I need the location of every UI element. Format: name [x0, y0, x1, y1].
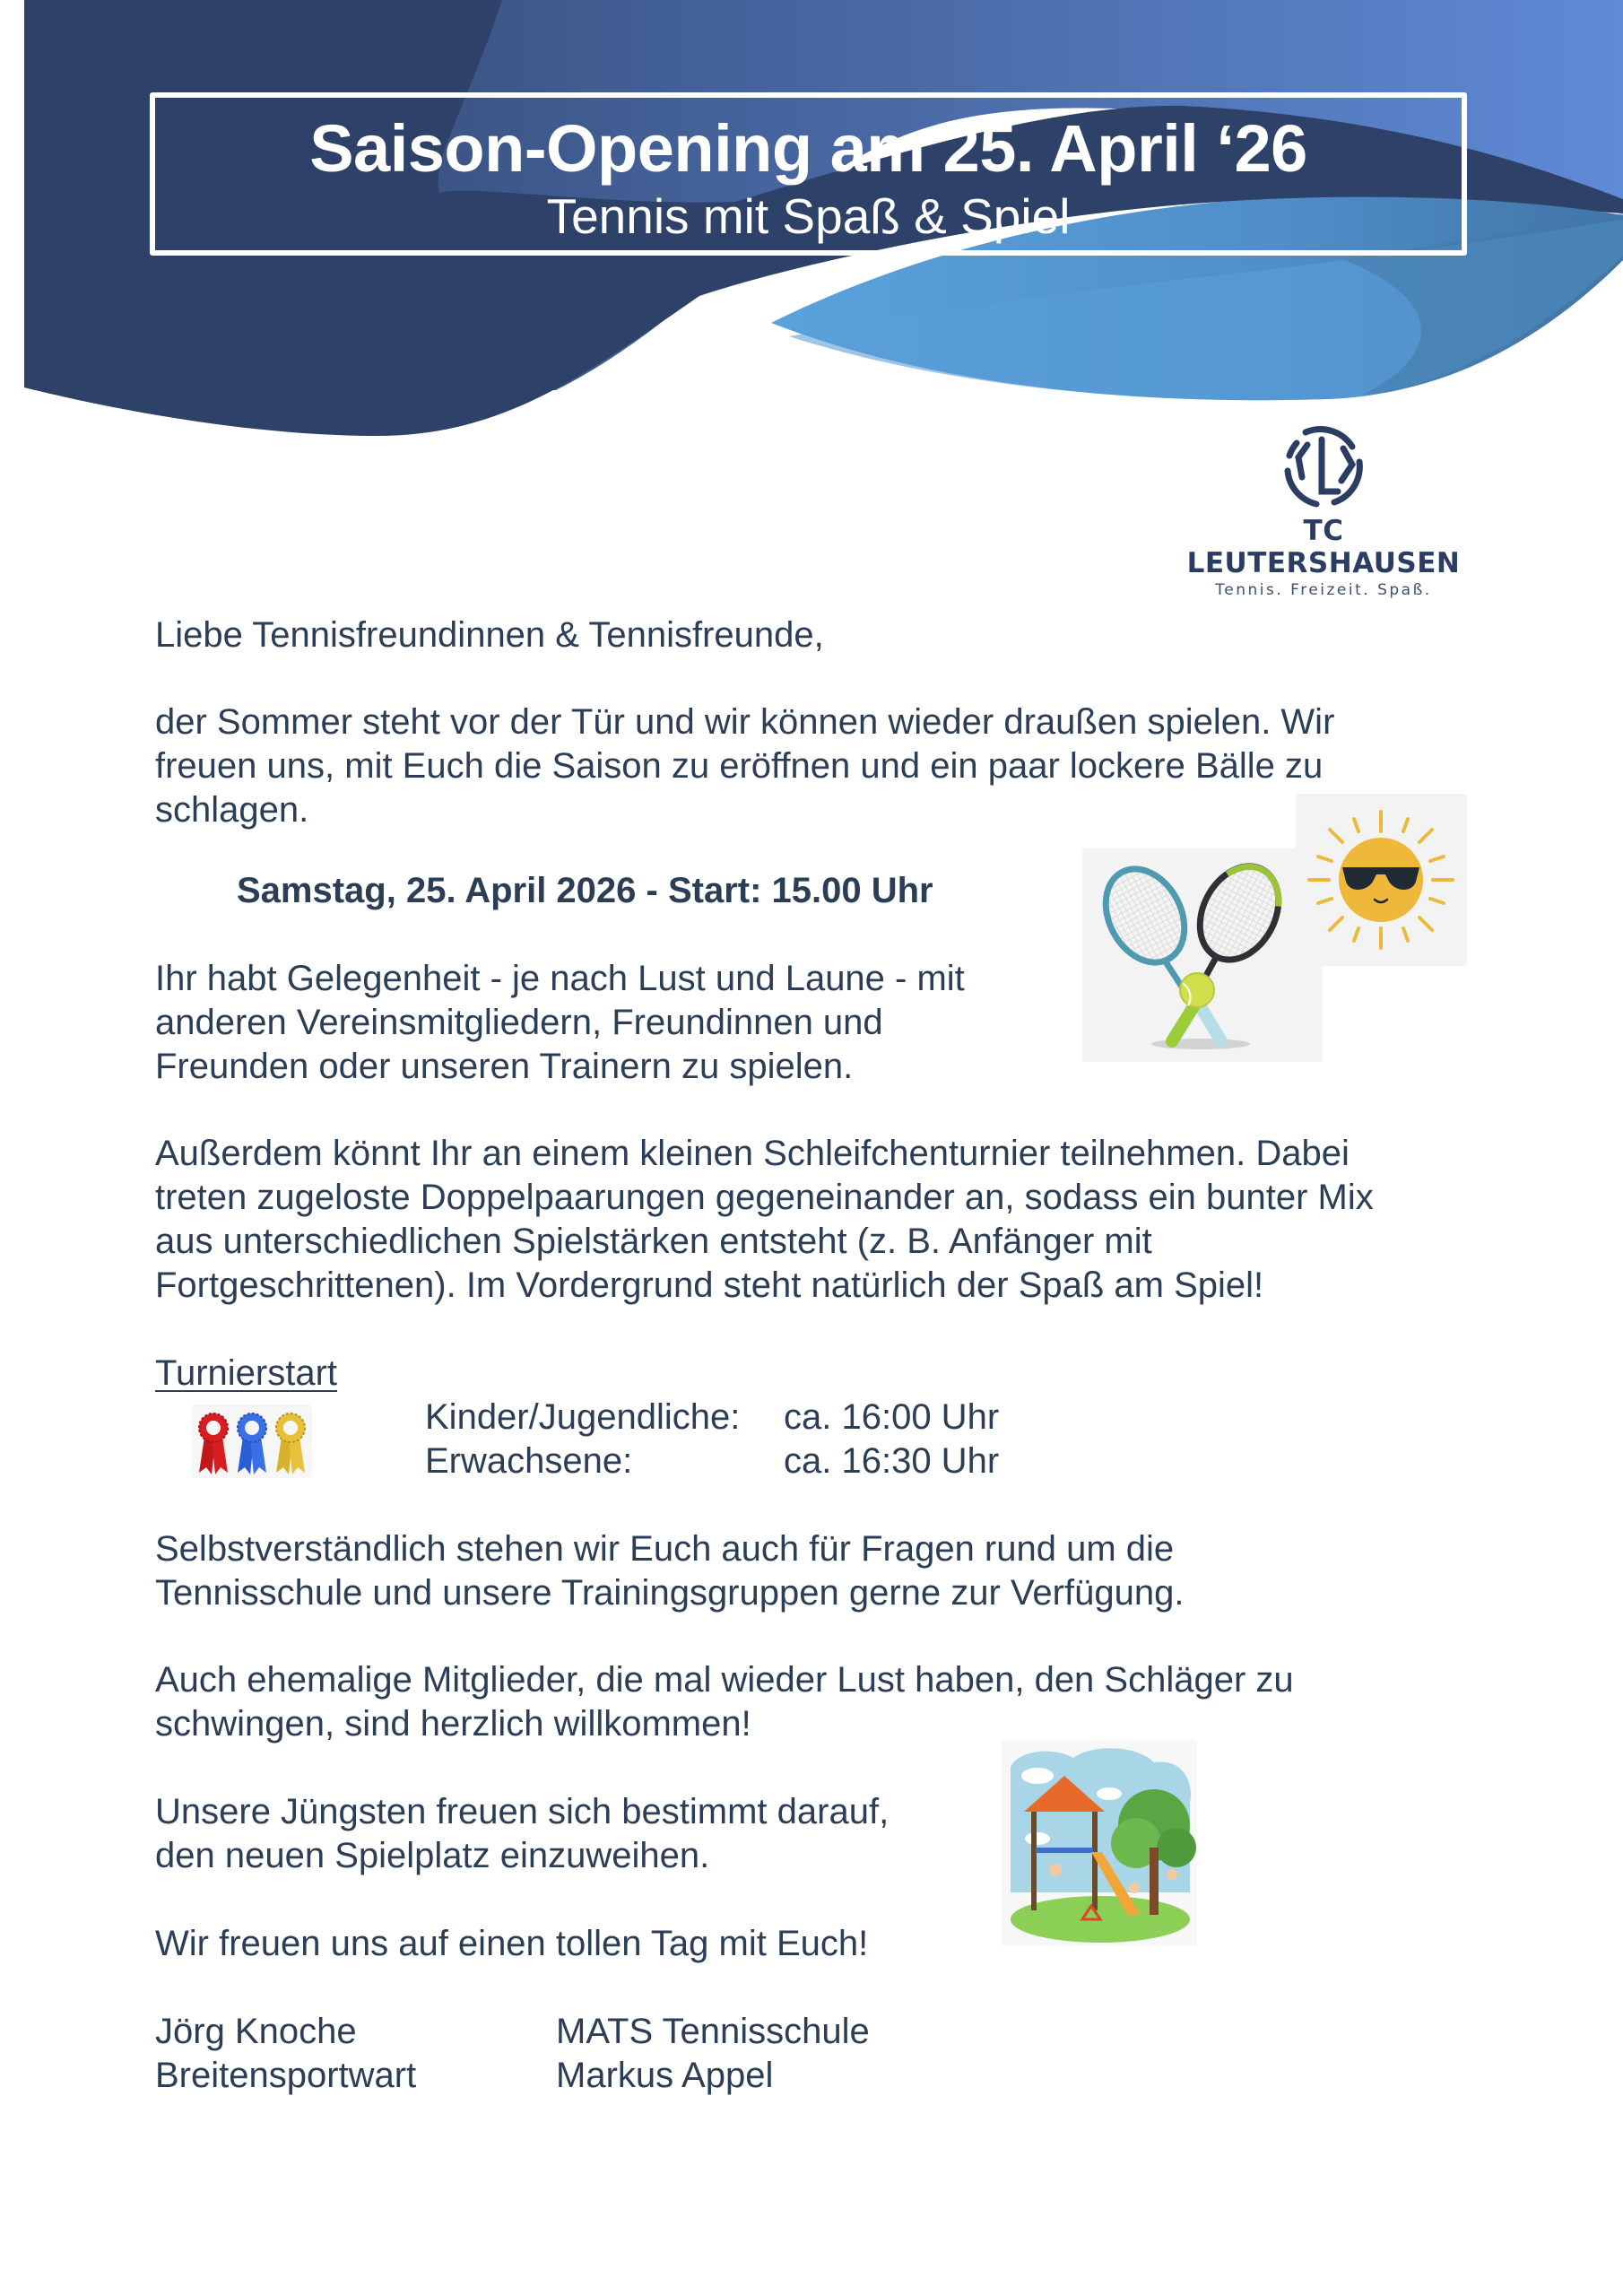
club-tagline: Tennis. Freizeit. Spaß. — [1215, 581, 1432, 599]
greeting: Liebe Tennisfreundinnen & Tennisfreunde, — [155, 615, 824, 655]
school-line: Tennisschule und unsere Trainingsgruppen gerne zur Verfügung. — [155, 1573, 1185, 1613]
tournament-line: Fortgeschrittenen). Im Vordergrund steht natürlich der Spaß am Spiel! — [155, 1265, 1264, 1305]
club-logo — [1162, 422, 1485, 599]
schedule-label-adults: Erwachsene: — [425, 1441, 633, 1481]
page-subtitle: Tennis mit Spaß & Spiel — [546, 188, 1071, 244]
sun-with-sunglasses-icon — [1296, 794, 1467, 966]
tournament-line: aus unterschiedlichen Spielstärken entsteht (z. B. Anfänger mit — [155, 1222, 1152, 1261]
former-members-line: Auch ehemalige Mitglieder, die mal wieder Lust haben, den Schläger zu — [155, 1660, 1294, 1700]
tournament-line: Außerdem könnt Ihr an einem kleinen Schleifchenturnier teilnehmen. Dabei — [155, 1134, 1350, 1173]
signature-name: MATS Tennisschule — [556, 2012, 870, 2051]
school-line: Selbstverständlich stehen wir Euch auch für Fragen rund um die — [155, 1529, 1175, 1569]
playground-illustration-icon — [1002, 1740, 1197, 1946]
title-box — [150, 92, 1467, 256]
schedule-heading: Turnierstart — [155, 1353, 338, 1393]
playground-line: den neuen Spielplatz einzuweihen. — [155, 1836, 710, 1875]
play-line: Freunden oder unseren Trainern zu spielen. — [155, 1047, 854, 1086]
signature-name: Jörg Knoche — [155, 2012, 357, 2051]
schedule-label-kids: Kinder/Jugendliche: — [425, 1397, 741, 1437]
schedule-time-kids: ca. 16:00 Uhr — [784, 1397, 1000, 1437]
intro-line: schlagen. — [155, 790, 309, 830]
intro-line: der Sommer steht vor der Tür und wir können wieder draußen spielen. Wir — [155, 702, 1335, 742]
intro-line: freuen uns, mit Euch die Saison zu eröffnen und ein paar lockere Bälle zu — [155, 746, 1324, 786]
tc-monogram-icon — [1279, 422, 1368, 511]
play-line: Ihr habt Gelegenheit - je nach Lust und Laune - mit — [155, 959, 965, 998]
play-line: anderen Vereinsmitgliedern, Freundinnen und — [155, 1003, 883, 1042]
former-members-line: schwingen, sind herzlich willkommen! — [155, 1704, 751, 1744]
playground-image — [1002, 1740, 1197, 1946]
medals-image — [192, 1405, 312, 1478]
tennis-image — [1082, 848, 1323, 1062]
page-title: Saison-Opening am 25. April ‘26 — [309, 111, 1307, 186]
tournament-line: treten zugeloste Doppelpaarungen gegeneinander an, sodass ein bunter Mix — [155, 1178, 1374, 1217]
tennis-rackets-icon — [1082, 848, 1323, 1062]
playground-line: Unsere Jüngsten freuen sich bestimmt darauf, — [155, 1792, 890, 1831]
schedule-time-adults: ca. 16:30 Uhr — [784, 1441, 1000, 1481]
signature-role: Breitensportwart — [155, 2056, 417, 2095]
club-name: TC LEUTERSHAUSEN — [1186, 515, 1461, 579]
rosette-ribbons-icon — [192, 1405, 312, 1478]
closing-line: Wir freuen uns auf einen tollen Tag mit Euch! — [155, 1924, 869, 1963]
signature-role: Markus Appel — [556, 2056, 774, 2095]
sun-image — [1296, 794, 1467, 966]
event-date: Samstag, 25. April 2026 - Start: 15.00 Uhr — [237, 871, 933, 910]
